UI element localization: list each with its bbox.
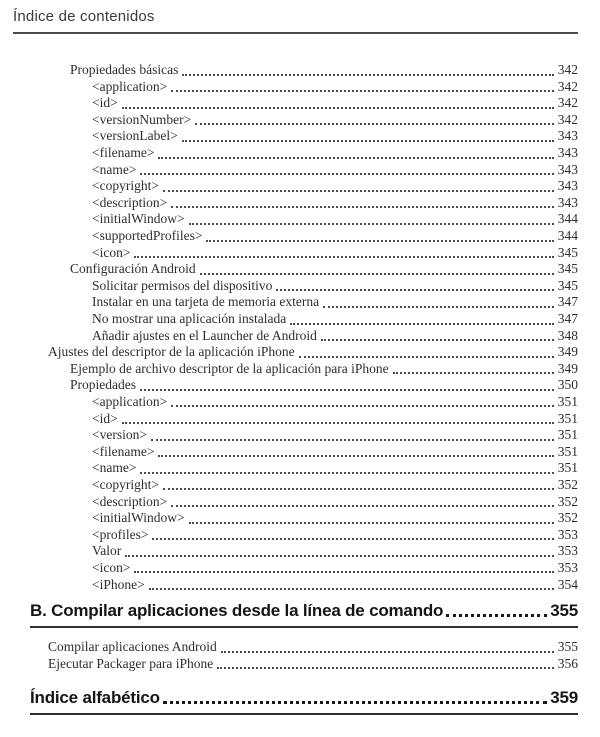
header-rule: [13, 32, 578, 34]
toc-entry: [13, 79, 578, 96]
toc-entry: [13, 95, 578, 112]
toc-entry: [13, 344, 578, 361]
toc-entry-label: Ejemplo de archivo descriptor de la aplicación para iPhone: [70, 360, 389, 376]
toc-entry-page: 344: [557, 228, 578, 244]
toc-entry: [13, 245, 578, 262]
toc-entry-label: Configuración Android: [70, 261, 196, 277]
dot-leader: [206, 240, 553, 242]
dot-leader: [290, 323, 554, 325]
toc-entry: [13, 510, 578, 527]
toc-entry: [13, 639, 578, 656]
toc-entry-page: 353: [557, 543, 578, 559]
toc-entry-page: 345: [557, 277, 578, 293]
dot-leader: [149, 588, 554, 590]
toc-entry-label: Propiedades básicas: [70, 62, 179, 78]
toc-entry-page: 355: [557, 639, 578, 655]
toc-entry-page: 353: [557, 526, 578, 542]
toc-entry-page: 354: [557, 576, 578, 592]
toc-entry-label: <name>: [92, 460, 137, 476]
dot-leader: [125, 555, 554, 557]
toc-entry: [13, 278, 578, 295]
dot-leader: [171, 206, 554, 208]
toc-entry-page: 347: [557, 311, 578, 326]
toc-entry-label: <initialWindow>: [92, 510, 185, 526]
toc-entry-page: 345: [557, 261, 578, 277]
toc-entry: [13, 543, 578, 560]
running-header-title: Índice de contenidos: [13, 8, 155, 25]
dot-leader: [323, 306, 554, 308]
toc-entry-label: <copyright>: [92, 476, 159, 492]
toc-entry: [13, 162, 578, 179]
toc-entry-page: 350: [557, 377, 578, 393]
chapter-heading-label: Índice alfabético: [30, 688, 160, 708]
dot-leader: [151, 439, 554, 441]
dot-leader: [182, 74, 553, 76]
toc-entry: [13, 328, 578, 345]
dot-leader: [140, 472, 553, 474]
toc-entry: [13, 410, 578, 427]
toc-entry: [13, 394, 578, 411]
dot-leader: [163, 701, 547, 704]
toc-entry-page: 342: [557, 95, 578, 111]
toc-entry-page: 342: [557, 62, 578, 78]
toc-entry: [13, 128, 578, 145]
toc-entry-page: 353: [557, 559, 578, 575]
dot-leader: [299, 356, 554, 358]
dot-leader: [163, 190, 554, 192]
running-header: [13, 8, 578, 26]
toc-entry-label: Valor: [92, 543, 122, 559]
dot-leader: [200, 273, 554, 275]
toc-entry-label: <icon>: [92, 244, 131, 260]
toc-entry-label: Propiedades: [70, 377, 136, 393]
toc-entry-page: 351: [557, 427, 578, 443]
toc-entry: [13, 178, 578, 195]
toc-entry-page: 349: [557, 360, 578, 376]
toc-entry-page: 356: [557, 655, 578, 671]
toc-entry-page: 342: [557, 111, 578, 127]
dot-leader: [122, 107, 554, 109]
toc-entry-page: 351: [557, 443, 578, 459]
toc-entry-label: Ejecutar Packager para iPhone: [48, 655, 214, 671]
dot-leader: [446, 614, 547, 617]
toc-entry-label: <application>: [92, 393, 168, 409]
dot-leader: [276, 289, 553, 291]
toc-entry-label: Ajustes del descriptor de la aplicación iPhone: [48, 344, 295, 360]
toc-entry-label: Instalar en una tarjeta de memoria externa: [92, 294, 320, 310]
toc-entry-page: 347: [557, 294, 578, 310]
chapter-heading-page: 355: [550, 601, 578, 620]
dot-leader: [171, 405, 554, 407]
dot-leader: [393, 372, 554, 374]
toc-entry: [13, 211, 578, 228]
toc-entry-label: <application>: [92, 78, 168, 94]
dot-leader: [140, 173, 553, 175]
toc-entry-page: 343: [557, 161, 578, 177]
dot-leader: [189, 223, 554, 225]
toc-entry-label: <supportedProfiles>: [92, 228, 203, 244]
toc-entry-page: 352: [557, 476, 578, 492]
toc-entry: [13, 62, 578, 79]
toc-entry-label: Solicitar permisos del dispositivo: [92, 277, 273, 293]
toc-entry-page: 343: [557, 178, 578, 194]
dot-leader: [134, 571, 553, 573]
toc-entry-page: 343: [557, 145, 578, 161]
dot-leader: [221, 651, 554, 653]
toc-entry-page: 349: [557, 344, 578, 360]
toc-entry: [13, 527, 578, 544]
toc-entry: [13, 195, 578, 212]
toc-entry: [13, 228, 578, 245]
toc-entry-page: 351: [557, 460, 578, 476]
toc-entry-label: <initialWindow>: [92, 211, 185, 227]
toc-entry-page: 343: [557, 128, 578, 144]
toc-entry-page: 344: [557, 211, 578, 227]
toc-entry: [13, 145, 578, 162]
toc-entry-label: <versionLabel>: [92, 128, 178, 144]
toc-entry: [13, 493, 578, 510]
toc-entry-label: <id>: [92, 410, 118, 426]
toc-entry-page: 348: [557, 327, 578, 343]
toc-entry: [13, 261, 578, 278]
dot-leader: [140, 389, 554, 391]
toc-entry-page: 343: [557, 194, 578, 210]
dot-leader: [321, 339, 554, 341]
toc-entry-page: 351: [557, 410, 578, 426]
toc-entry: [13, 294, 578, 311]
dot-leader: [158, 455, 553, 457]
chapter-heading-label: B. Compilar aplicaciones desde la línea de comando: [30, 601, 444, 620]
toc-entry: [13, 656, 578, 673]
toc-entry-label: <version>: [92, 427, 147, 443]
toc-entry: [13, 460, 578, 477]
chapter-heading: [30, 688, 578, 708]
chapter-block: [30, 601, 578, 628]
chapter-heading-page: 359: [550, 688, 578, 708]
toc-entry: [13, 444, 578, 461]
toc-entry-label: <id>: [92, 95, 118, 111]
toc-entry-page: 345: [557, 244, 578, 260]
toc-entry: [13, 377, 578, 394]
toc-entry-label: Compilar aplicaciones Android: [48, 639, 217, 655]
toc-entry-label: <description>: [92, 194, 168, 210]
toc-entry-label: <filename>: [92, 443, 155, 459]
dot-leader: [134, 256, 553, 258]
chapter-heading: [30, 601, 578, 621]
toc-entry-label: <filename>: [92, 145, 155, 161]
toc-entry-label: <icon>: [92, 559, 131, 575]
toc-entry-page: 352: [557, 510, 578, 526]
toc-entry: [13, 477, 578, 494]
toc-entry-label: <iPhone>: [92, 576, 145, 592]
toc-entry-label: <profiles>: [92, 526, 149, 542]
toc-entry: [13, 112, 578, 129]
toc-entry-label: <name>: [92, 161, 137, 177]
chapter-rule: [30, 713, 578, 715]
dot-leader: [171, 90, 554, 92]
toc-entry: [13, 576, 578, 593]
dot-leader: [182, 140, 554, 142]
toc-entry: [13, 361, 578, 378]
dot-leader: [152, 538, 553, 540]
dot-leader: [122, 422, 554, 424]
toc-entry-page: 342: [557, 78, 578, 94]
toc-entry: [13, 560, 578, 577]
dot-leader: [163, 488, 554, 490]
toc-entry: [13, 311, 578, 328]
dot-leader: [158, 157, 553, 159]
toc-entry-label: <description>: [92, 493, 168, 509]
toc-entry-label: <versionNumber>: [92, 111, 192, 127]
toc-entry-label: No mostrar una aplicación instalada: [92, 311, 287, 326]
dot-leader: [195, 123, 554, 125]
toc-entry-page: 351: [557, 393, 578, 409]
toc-entry-label: <copyright>: [92, 178, 159, 194]
dot-leader: [217, 667, 553, 669]
chapter-rule: [30, 626, 578, 628]
dot-leader: [189, 522, 554, 524]
toc-entry-page: 352: [557, 493, 578, 509]
dot-leader: [171, 505, 554, 507]
toc-entry: [13, 427, 578, 444]
toc-entry-label: Añadir ajustes en el Launcher de Android: [92, 327, 317, 343]
chapter-block: [30, 688, 578, 715]
toc-list: [13, 62, 578, 715]
